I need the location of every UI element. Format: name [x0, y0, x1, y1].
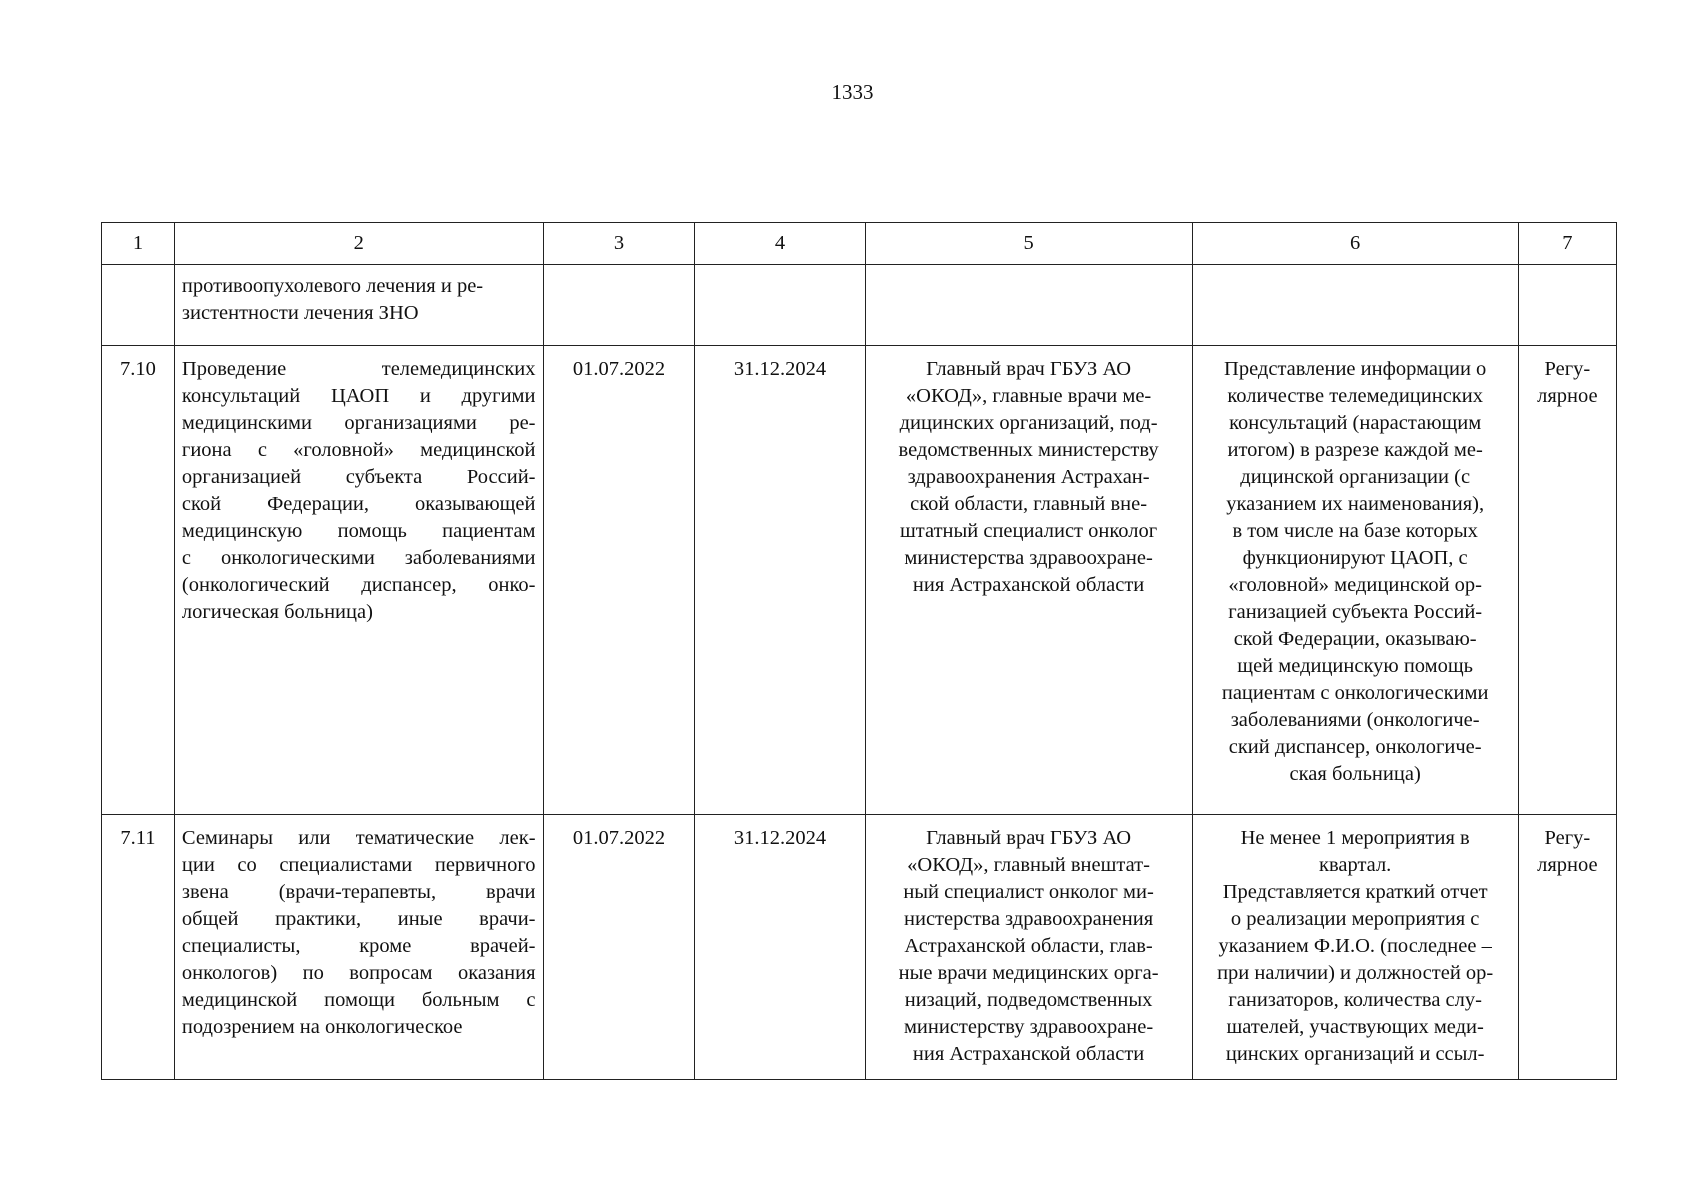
type-cell: [1518, 815, 1616, 1080]
cell-line: Регу-: [1544, 827, 1591, 849]
column-header: 7: [1518, 223, 1616, 265]
cell-line: министерству здравоохране-: [903, 1016, 1154, 1038]
start-date: 01.07.2022: [543, 815, 695, 1080]
cell-line: зистентности лечения ЗНО: [181, 302, 419, 324]
cell-line: онкологов) по вопросам оказания: [181, 962, 536, 984]
cell-line: заболеваниями (онкологиче-: [1230, 709, 1480, 731]
result-cell: [1192, 815, 1518, 1080]
cell-line: итогом) в разрезе каждой ме-: [1227, 439, 1483, 461]
cell-line: Главный врач ГБУЗ АО: [926, 827, 1132, 849]
cell-line: специалисты, кроме врачей-: [181, 935, 536, 957]
cell-line: квартал.: [1319, 854, 1392, 876]
cell-line: подозрением на онкологическое: [181, 1016, 463, 1038]
cell-line: количестве телемедицинских: [1227, 385, 1483, 407]
cell-line: дицинских организаций, под-: [899, 412, 1158, 434]
plan-table: [101, 222, 1617, 1080]
cell-line: лярное: [1537, 854, 1598, 876]
table-row: [102, 346, 1617, 815]
cell-line: противоопухолевого лечения и ре-: [181, 275, 484, 297]
cell-line: министерства здравоохране-: [904, 547, 1153, 569]
cell-line: Представляется краткий отчет: [1222, 881, 1488, 903]
cell-line: дицинской организации (с: [1240, 466, 1471, 488]
cell-line: «ОКОД», главный внештат-: [907, 854, 1150, 876]
column-header: 6: [1192, 223, 1518, 265]
cell-line: «головной» медицинской ор-: [1228, 574, 1482, 596]
cell-line: с онкологическими заболеваниями: [181, 547, 536, 569]
cell-line: лярное: [1537, 385, 1598, 407]
cell-line: логическая больница): [181, 601, 373, 623]
cell-line: Проведение телемедицинских: [181, 358, 536, 380]
cell-line: «ОКОД», главные врачи ме-: [905, 385, 1152, 407]
table-header-row: [102, 223, 1617, 265]
cell-line: Главный врач ГБУЗ АО: [926, 358, 1132, 380]
cell-line: ская больница): [1289, 763, 1421, 785]
table-row: [102, 815, 1617, 1080]
cell-line: ведомственных министерству: [898, 439, 1159, 461]
cell-line: ской области, главный вне-: [910, 493, 1148, 515]
cell-line: нистерства здравоохранения: [904, 908, 1154, 930]
cell-line: медицинскую помощь пациентам: [181, 520, 536, 542]
responsible-cell: [865, 815, 1192, 1080]
cell-line: функционируют ЦАОП, с: [1242, 547, 1468, 569]
cell-line: ганизаторов, количества слу-: [1228, 989, 1482, 1011]
cell-line: ганизацией субъекта Россий-: [1228, 601, 1483, 623]
cell-line: гиона с «головной» медицинской: [181, 439, 536, 461]
column-header: 5: [865, 223, 1192, 265]
end-date: 31.12.2024: [695, 815, 865, 1080]
row-number: [102, 265, 175, 346]
cell-line: ский диспансер, онкологиче-: [1228, 736, 1482, 758]
cell-line: ции со специалистами первичного: [181, 854, 536, 876]
start-date: 01.07.2022: [543, 346, 695, 815]
end-date: [695, 265, 865, 346]
activity-cell: [174, 265, 543, 346]
cell-line: в том числе на базе которых: [1232, 520, 1478, 542]
cell-line: ный специалист онколог ми-: [903, 881, 1154, 903]
responsible-cell: [865, 265, 1192, 346]
cell-line: о реализации мероприятия с: [1230, 908, 1480, 930]
cell-line: Семинары или тематические лек-: [181, 827, 536, 849]
cell-line: здравоохранения Астрахан-: [907, 466, 1150, 488]
result-cell: [1192, 346, 1518, 815]
cell-line: низаций, подведомственных: [904, 989, 1153, 1011]
column-header: 1: [102, 223, 175, 265]
cell-line: (онкологический диспансер, онко-: [181, 574, 536, 596]
result-cell: [1192, 265, 1518, 346]
cell-line: ской Федерации, оказываю-: [1233, 628, 1477, 650]
cell-line: Регу-: [1544, 358, 1591, 380]
cell-line: пациентам с онкологическими: [1221, 682, 1489, 704]
responsible-cell: [865, 346, 1192, 815]
cell-line: Астраханской области, глав-: [904, 935, 1153, 957]
column-header: 3: [543, 223, 695, 265]
end-date: 31.12.2024: [695, 346, 865, 815]
cell-line: ные врачи медицинских орга-: [898, 962, 1159, 984]
cell-line: цинских организаций и ссыл-: [1225, 1043, 1485, 1065]
activity-cell: [174, 815, 543, 1080]
cell-line: медицинской помощи больным с: [181, 989, 536, 1011]
cell-line: медицинскими организациями ре-: [181, 412, 536, 434]
cell-line: Представление информации о: [1224, 358, 1487, 380]
cell-line: консультаций ЦАОП и другими: [181, 385, 536, 407]
cell-line: щей медицинскую помощь: [1237, 655, 1474, 677]
type-cell: [1518, 265, 1616, 346]
page-number: 1333: [831, 80, 874, 104]
start-date: [543, 265, 695, 346]
cell-line: ния Астраханской области: [912, 1043, 1145, 1065]
table-row: [102, 265, 1617, 346]
cell-line: общей практики, иные врачи-: [181, 908, 536, 930]
cell-line: указанием Ф.И.О. (последнее –: [1218, 935, 1492, 957]
cell-line: штатный специалист онколог: [900, 520, 1158, 542]
column-header: 4: [695, 223, 865, 265]
activity-cell: [174, 346, 543, 815]
cell-line: ния Астраханской области: [912, 574, 1145, 596]
column-header: 2: [174, 223, 543, 265]
cell-line: консультаций (нарастающим: [1229, 412, 1482, 434]
cell-line: указанием их наименования),: [1226, 493, 1485, 515]
cell-line: шателей, участвующих меди-: [1226, 1016, 1484, 1038]
row-number: 7.11: [102, 815, 175, 1080]
cell-line: Не менее 1 мероприятия в: [1240, 827, 1470, 849]
cell-line: организацией субъекта Россий-: [181, 466, 536, 488]
type-cell: [1518, 346, 1616, 815]
cell-line: ской Федерации, оказывающей: [181, 493, 536, 515]
row-number: 7.10: [102, 346, 175, 815]
cell-line: звена (врачи-терапевты, врачи: [181, 881, 536, 903]
cell-line: при наличии) и должностей ор-: [1217, 962, 1494, 984]
